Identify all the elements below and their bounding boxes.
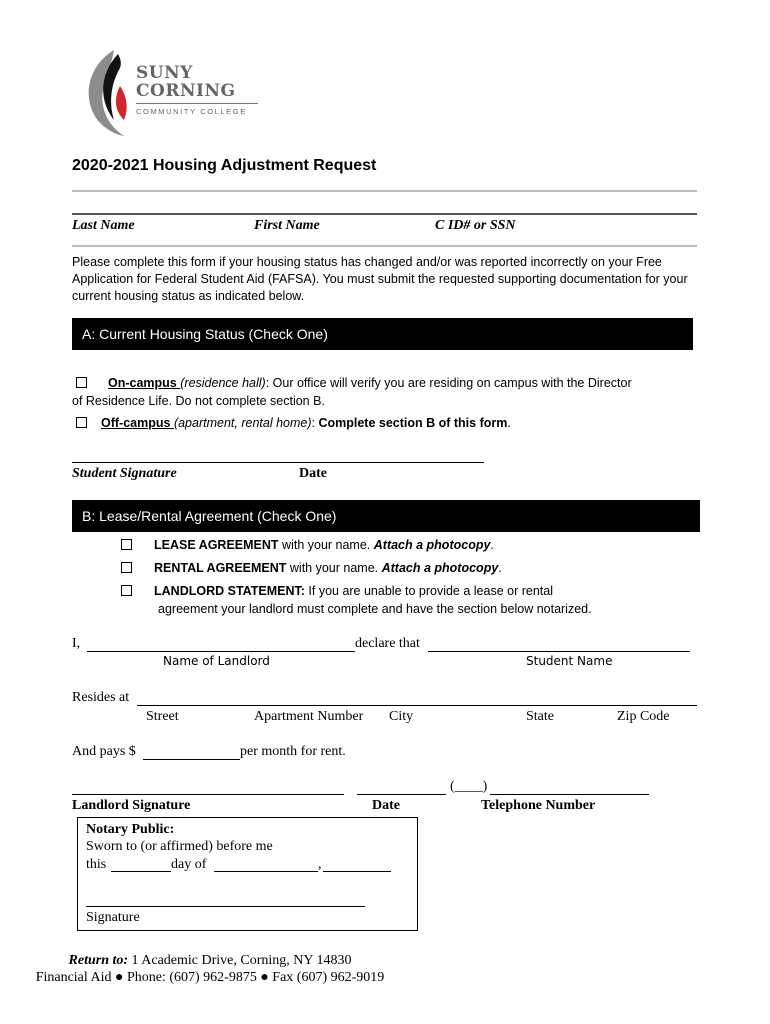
telephone-line[interactable] bbox=[490, 794, 649, 795]
cid-ssn-label: C ID# or SSN bbox=[435, 218, 516, 233]
notary-month-line[interactable] bbox=[214, 871, 318, 872]
per-month-text: per month for rent. bbox=[240, 744, 346, 759]
title-rule bbox=[72, 190, 697, 192]
resides-at-label: Resides at bbox=[72, 690, 130, 705]
landlord-date-line[interactable] bbox=[357, 794, 446, 795]
rental-agreement-text: with your name. bbox=[286, 561, 382, 575]
name-fields-rule bbox=[72, 213, 697, 215]
lease-agreement-text: with your name. bbox=[278, 538, 374, 552]
phone-area-code: (____) bbox=[450, 779, 488, 794]
lease-agreement-option bbox=[121, 536, 711, 554]
landlord-name-line[interactable] bbox=[87, 651, 355, 652]
logo-text-suny: SUNY CORNING bbox=[136, 63, 236, 101]
pays-label: And pays $ bbox=[72, 744, 136, 759]
landlord-signature-label: Landlord Signature bbox=[72, 798, 191, 813]
zip-code-label: Zip Code bbox=[617, 709, 670, 724]
rental-agreement-end: . bbox=[498, 561, 502, 575]
student-date-label: Date bbox=[299, 466, 327, 481]
lease-agreement-label: LEASE AGREEMENT bbox=[154, 538, 279, 552]
on-campus-label: On-campus bbox=[108, 376, 181, 390]
off-campus-paren: (apartment, rental home) bbox=[173, 416, 312, 430]
student-name-line[interactable] bbox=[428, 651, 690, 652]
off-campus-colon: : bbox=[311, 416, 319, 430]
landlord-statement-option bbox=[121, 582, 711, 618]
return-to-label: Return to: bbox=[68, 953, 129, 968]
name-of-landlord-label: Name of Landlord bbox=[163, 654, 270, 668]
address-line[interactable] bbox=[137, 705, 697, 706]
notary-signature-line[interactable] bbox=[86, 906, 365, 907]
off-campus-instruction: Complete section B of this form bbox=[318, 416, 508, 430]
landlord-statement-line2: agreement your landlord must complete and have the section below notarized. bbox=[158, 602, 592, 616]
student-signature-label: Student Signature bbox=[72, 466, 177, 481]
city-label: City bbox=[389, 709, 414, 724]
student-name-label: Student Name bbox=[526, 654, 613, 668]
logo-text-community-college: COMMUNITY COLLEGE bbox=[136, 107, 247, 116]
notary-comma: , bbox=[318, 857, 322, 872]
first-name-label: First Name bbox=[254, 218, 320, 233]
off-campus-option bbox=[72, 414, 712, 432]
lease-agreement-checkbox[interactable] bbox=[121, 539, 132, 550]
footer-contact: Financial Aid ● Phone: (607) 962-9875 ● Fax (607) 962-9019 bbox=[35, 970, 385, 985]
name-fields-bottom-rule bbox=[72, 245, 697, 247]
last-name-label: Last Name bbox=[72, 218, 135, 233]
rental-agreement-checkbox[interactable] bbox=[121, 562, 132, 573]
notary-year-line[interactable] bbox=[323, 871, 391, 872]
on-campus-option bbox=[72, 374, 712, 410]
landlord-signature-line[interactable] bbox=[72, 794, 344, 795]
on-campus-desc-line2: of Residence Life. Do not complete section B. bbox=[72, 394, 325, 408]
notary-sworn-text: Sworn to (or affirmed) before me bbox=[86, 839, 273, 854]
off-campus-label: Off-campus bbox=[101, 416, 174, 430]
off-campus-checkbox[interactable] bbox=[76, 417, 87, 428]
notary-signature-label: Signature bbox=[86, 910, 140, 925]
street-label: Street bbox=[146, 709, 179, 724]
declare-that-text: declare that bbox=[355, 636, 420, 651]
rental-agreement-emph: Attach a photocopy bbox=[381, 561, 499, 575]
intro-text: Please complete this form if your housing status has changed and/or was reported incorrectly on your Free Application for Federal Student Aid (FAFSA). You must submit the requested supporting documentation for your current housing status as indicated below. bbox=[72, 255, 688, 303]
page-title: 2020-2021 Housing Adjustment Request bbox=[72, 157, 377, 174]
state-label: State bbox=[526, 709, 554, 724]
declare-i: I, bbox=[72, 636, 81, 651]
logo-divider bbox=[136, 103, 258, 104]
lease-agreement-end: . bbox=[490, 538, 494, 552]
on-campus-paren: (residence hall) bbox=[180, 376, 266, 390]
student-signature-line[interactable] bbox=[72, 462, 484, 463]
notary-day-of-text: day of bbox=[171, 857, 207, 872]
apartment-number-label: Apartment Number bbox=[254, 709, 364, 724]
section-b-heading: B: Lease/Rental Agreement (Check One) bbox=[72, 500, 700, 532]
rental-agreement-option bbox=[121, 559, 711, 577]
landlord-date-label: Date bbox=[372, 798, 400, 813]
footer-return-address bbox=[0, 953, 420, 969]
on-campus-desc: : Our office will verify you are residing on campus with the Director bbox=[265, 376, 632, 390]
landlord-statement-text: If you are unable to provide a lease or rental bbox=[304, 584, 553, 598]
notary-day-line[interactable] bbox=[111, 871, 171, 872]
on-campus-checkbox[interactable] bbox=[76, 377, 87, 388]
return-address: 1 Academic Drive, Corning, NY 14830 bbox=[128, 953, 352, 968]
lease-agreement-emph: Attach a photocopy bbox=[373, 538, 491, 552]
landlord-statement-checkbox[interactable] bbox=[121, 585, 132, 596]
notary-this-text: this bbox=[86, 857, 107, 872]
off-campus-end: . bbox=[507, 416, 511, 430]
landlord-statement-label: LANDLORD STATEMENT: bbox=[154, 584, 305, 598]
section-a-heading: A: Current Housing Status (Check One) bbox=[72, 318, 693, 350]
rental-agreement-label: RENTAL AGREEMENT bbox=[154, 561, 287, 575]
rent-amount-line[interactable] bbox=[143, 759, 240, 760]
telephone-number-label: Telephone Number bbox=[481, 798, 596, 813]
notary-title: Notary Public: bbox=[86, 822, 175, 837]
